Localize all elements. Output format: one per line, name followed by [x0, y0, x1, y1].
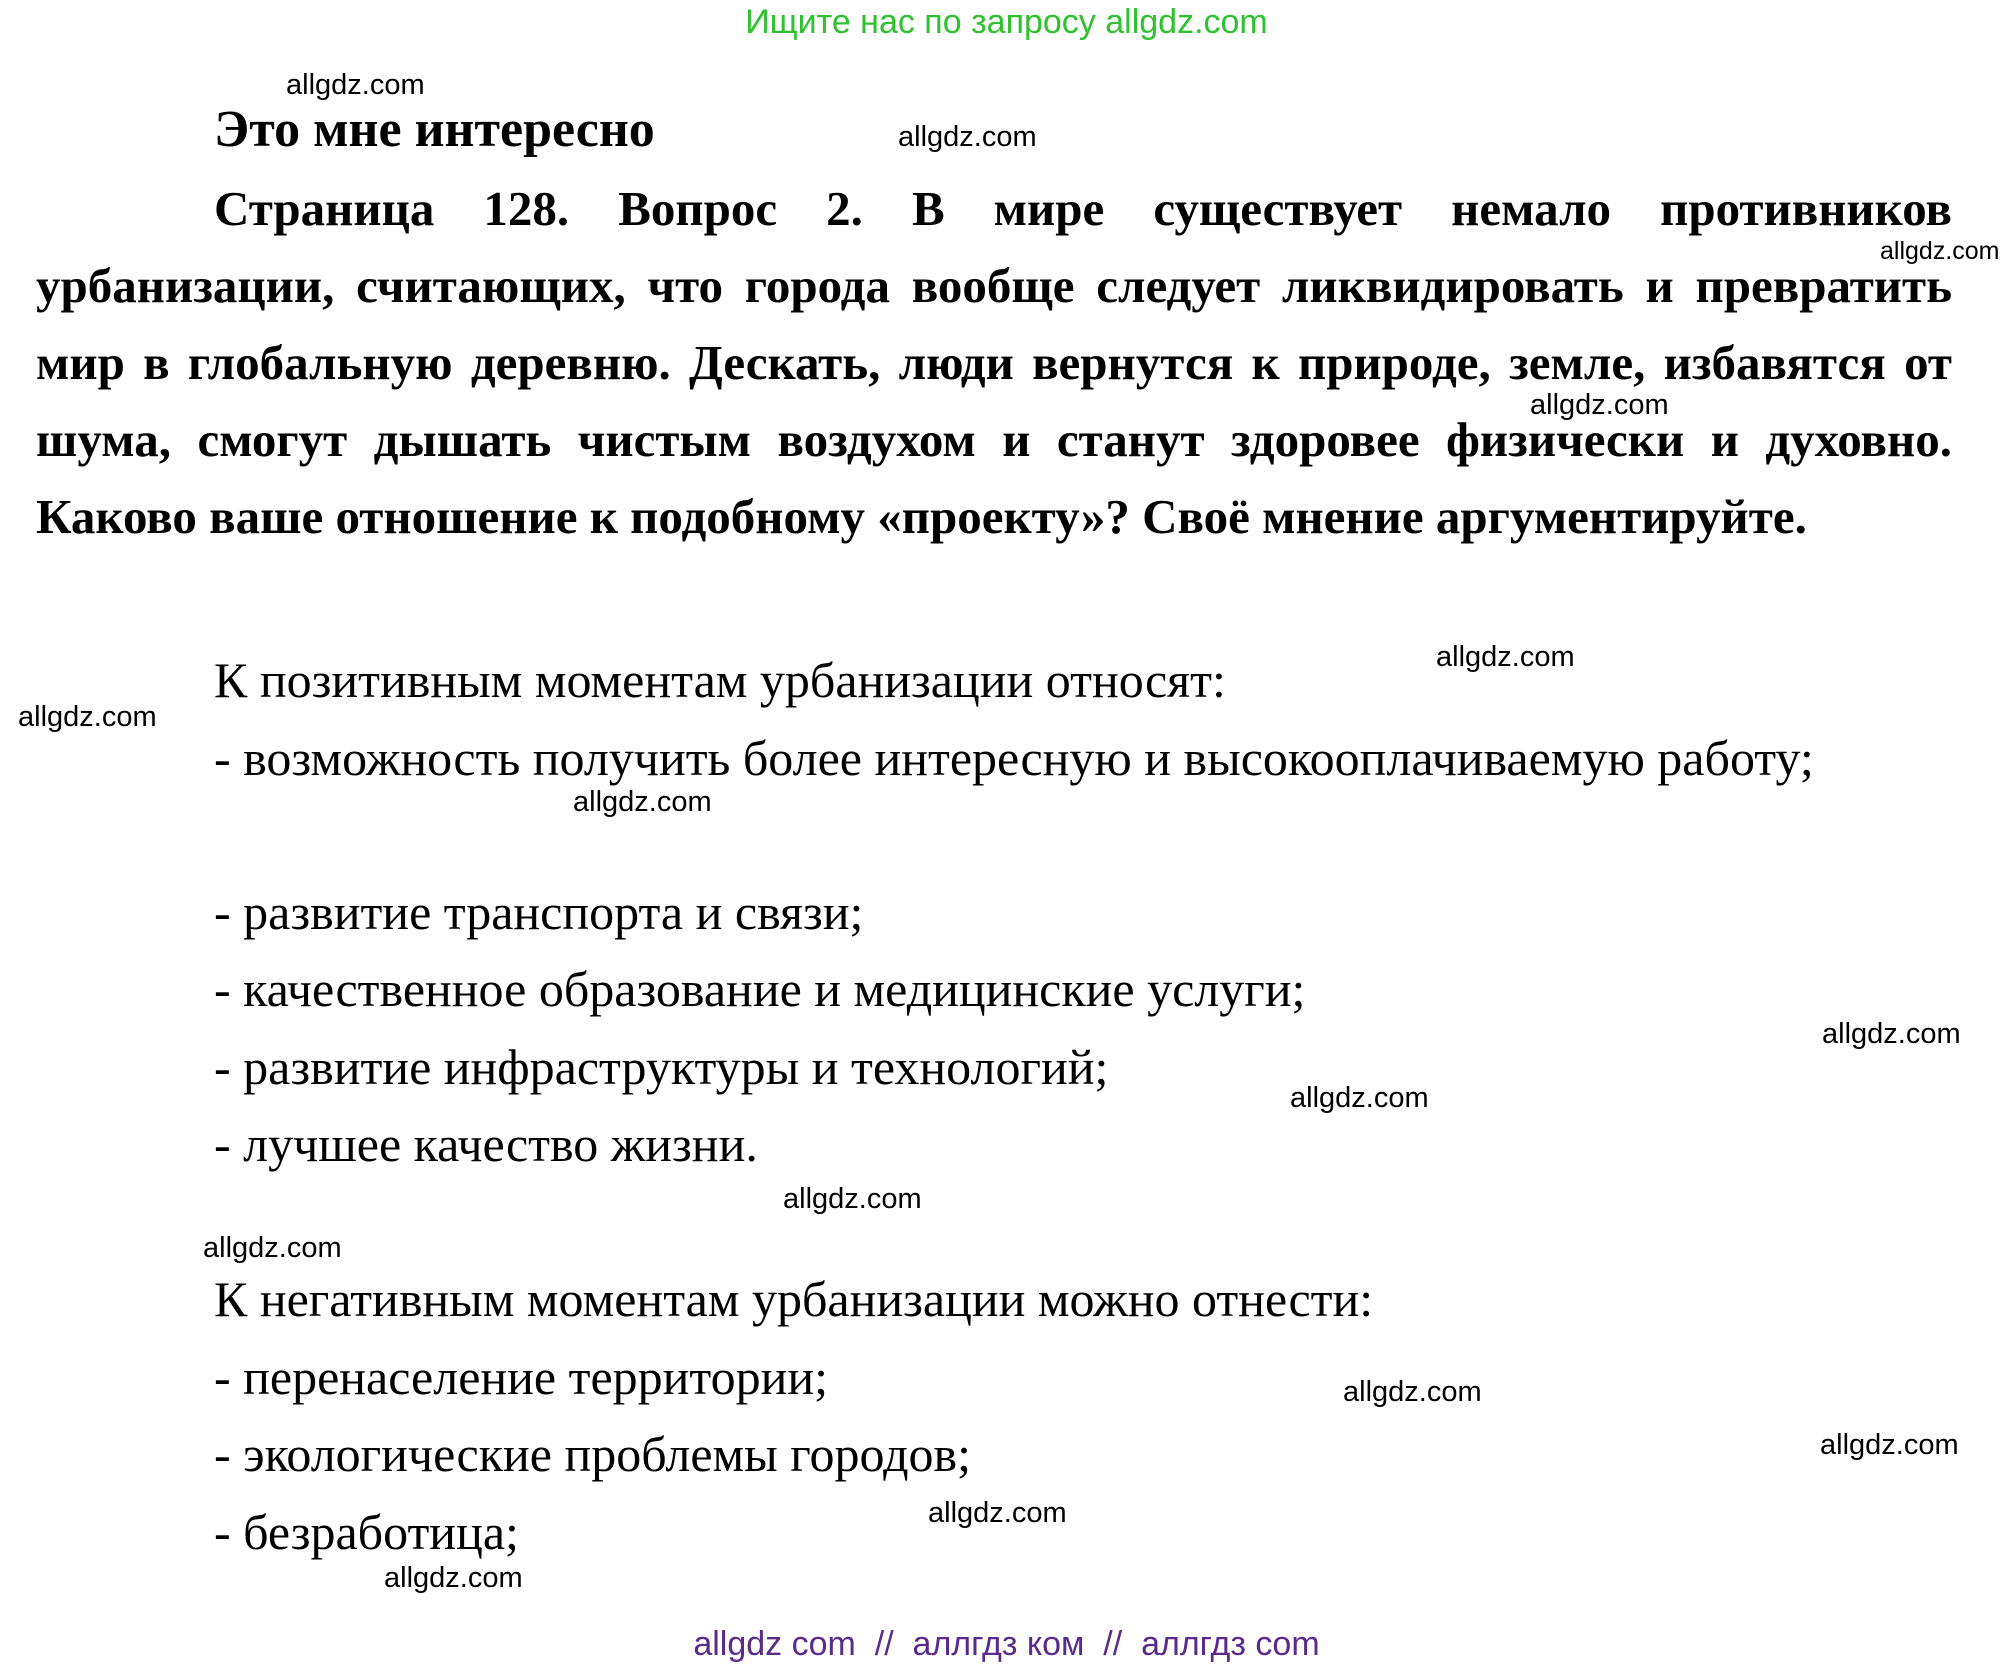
- watermark: allgdz.com: [573, 786, 712, 818]
- positive-item: - возможность получить более интересную и высокооплачиваемую работу;: [214, 730, 1814, 786]
- watermark: allgdz.com: [1880, 237, 2000, 265]
- watermark: allgdz.com: [384, 1562, 523, 1594]
- search-banner: Ищите нас по запросу allgdz.com: [745, 3, 1268, 41]
- watermark: allgdz.com: [1530, 389, 1669, 421]
- watermark: allgdz.com: [898, 121, 1037, 153]
- footer-banner: allgdz com // аллгдз ком // аллгдз com: [693, 1625, 1320, 1663]
- negative-item: - экологические проблемы городов;: [214, 1426, 972, 1482]
- watermark: allgdz.com: [1290, 1082, 1429, 1114]
- negative-item: - перенаселение территории;: [214, 1349, 828, 1405]
- positive-item: - качественное образование и медицинские услуги;: [214, 961, 1306, 1017]
- watermark: allgdz.com: [1343, 1376, 1482, 1408]
- positive-item: - развитие инфраструктуры и технологий;: [214, 1039, 1109, 1095]
- negative-item: - безработица;: [214, 1504, 519, 1560]
- negative-intro: К негативным моментам урбанизации можно отнести:: [214, 1271, 1374, 1327]
- watermark: allgdz.com: [1822, 1018, 1961, 1050]
- positive-item: - лучшее качество жизни.: [214, 1116, 758, 1172]
- watermark: allgdz.com: [286, 69, 425, 101]
- question-text: Страница 128. Вопрос 2. В мире существует немало противников урбанизации, считающих, что города вообще следует ликвидировать и превратить мир в глобальную деревню. Дескать, люди вернутся к природе, земле, избавятся от шума, смогут дышать чистым воздухом и станут здоровее физически и духовно. Каково ваше отношение к подобному «проекту»? Своё мнение аргументируйте.: [36, 181, 1952, 544]
- watermark: allgdz.com: [203, 1232, 342, 1264]
- positive-intro: К позитивным моментам урбанизации относят:: [214, 652, 1226, 708]
- section-heading: Это мне интересно: [214, 101, 655, 158]
- watermark: allgdz.com: [928, 1497, 1067, 1529]
- positive-item: - развитие транспорта и связи;: [214, 884, 864, 940]
- watermark: allgdz.com: [1436, 641, 1575, 673]
- watermark: allgdz.com: [783, 1183, 922, 1215]
- watermark: allgdz.com: [1820, 1429, 1959, 1461]
- watermark: allgdz.com: [18, 701, 157, 733]
